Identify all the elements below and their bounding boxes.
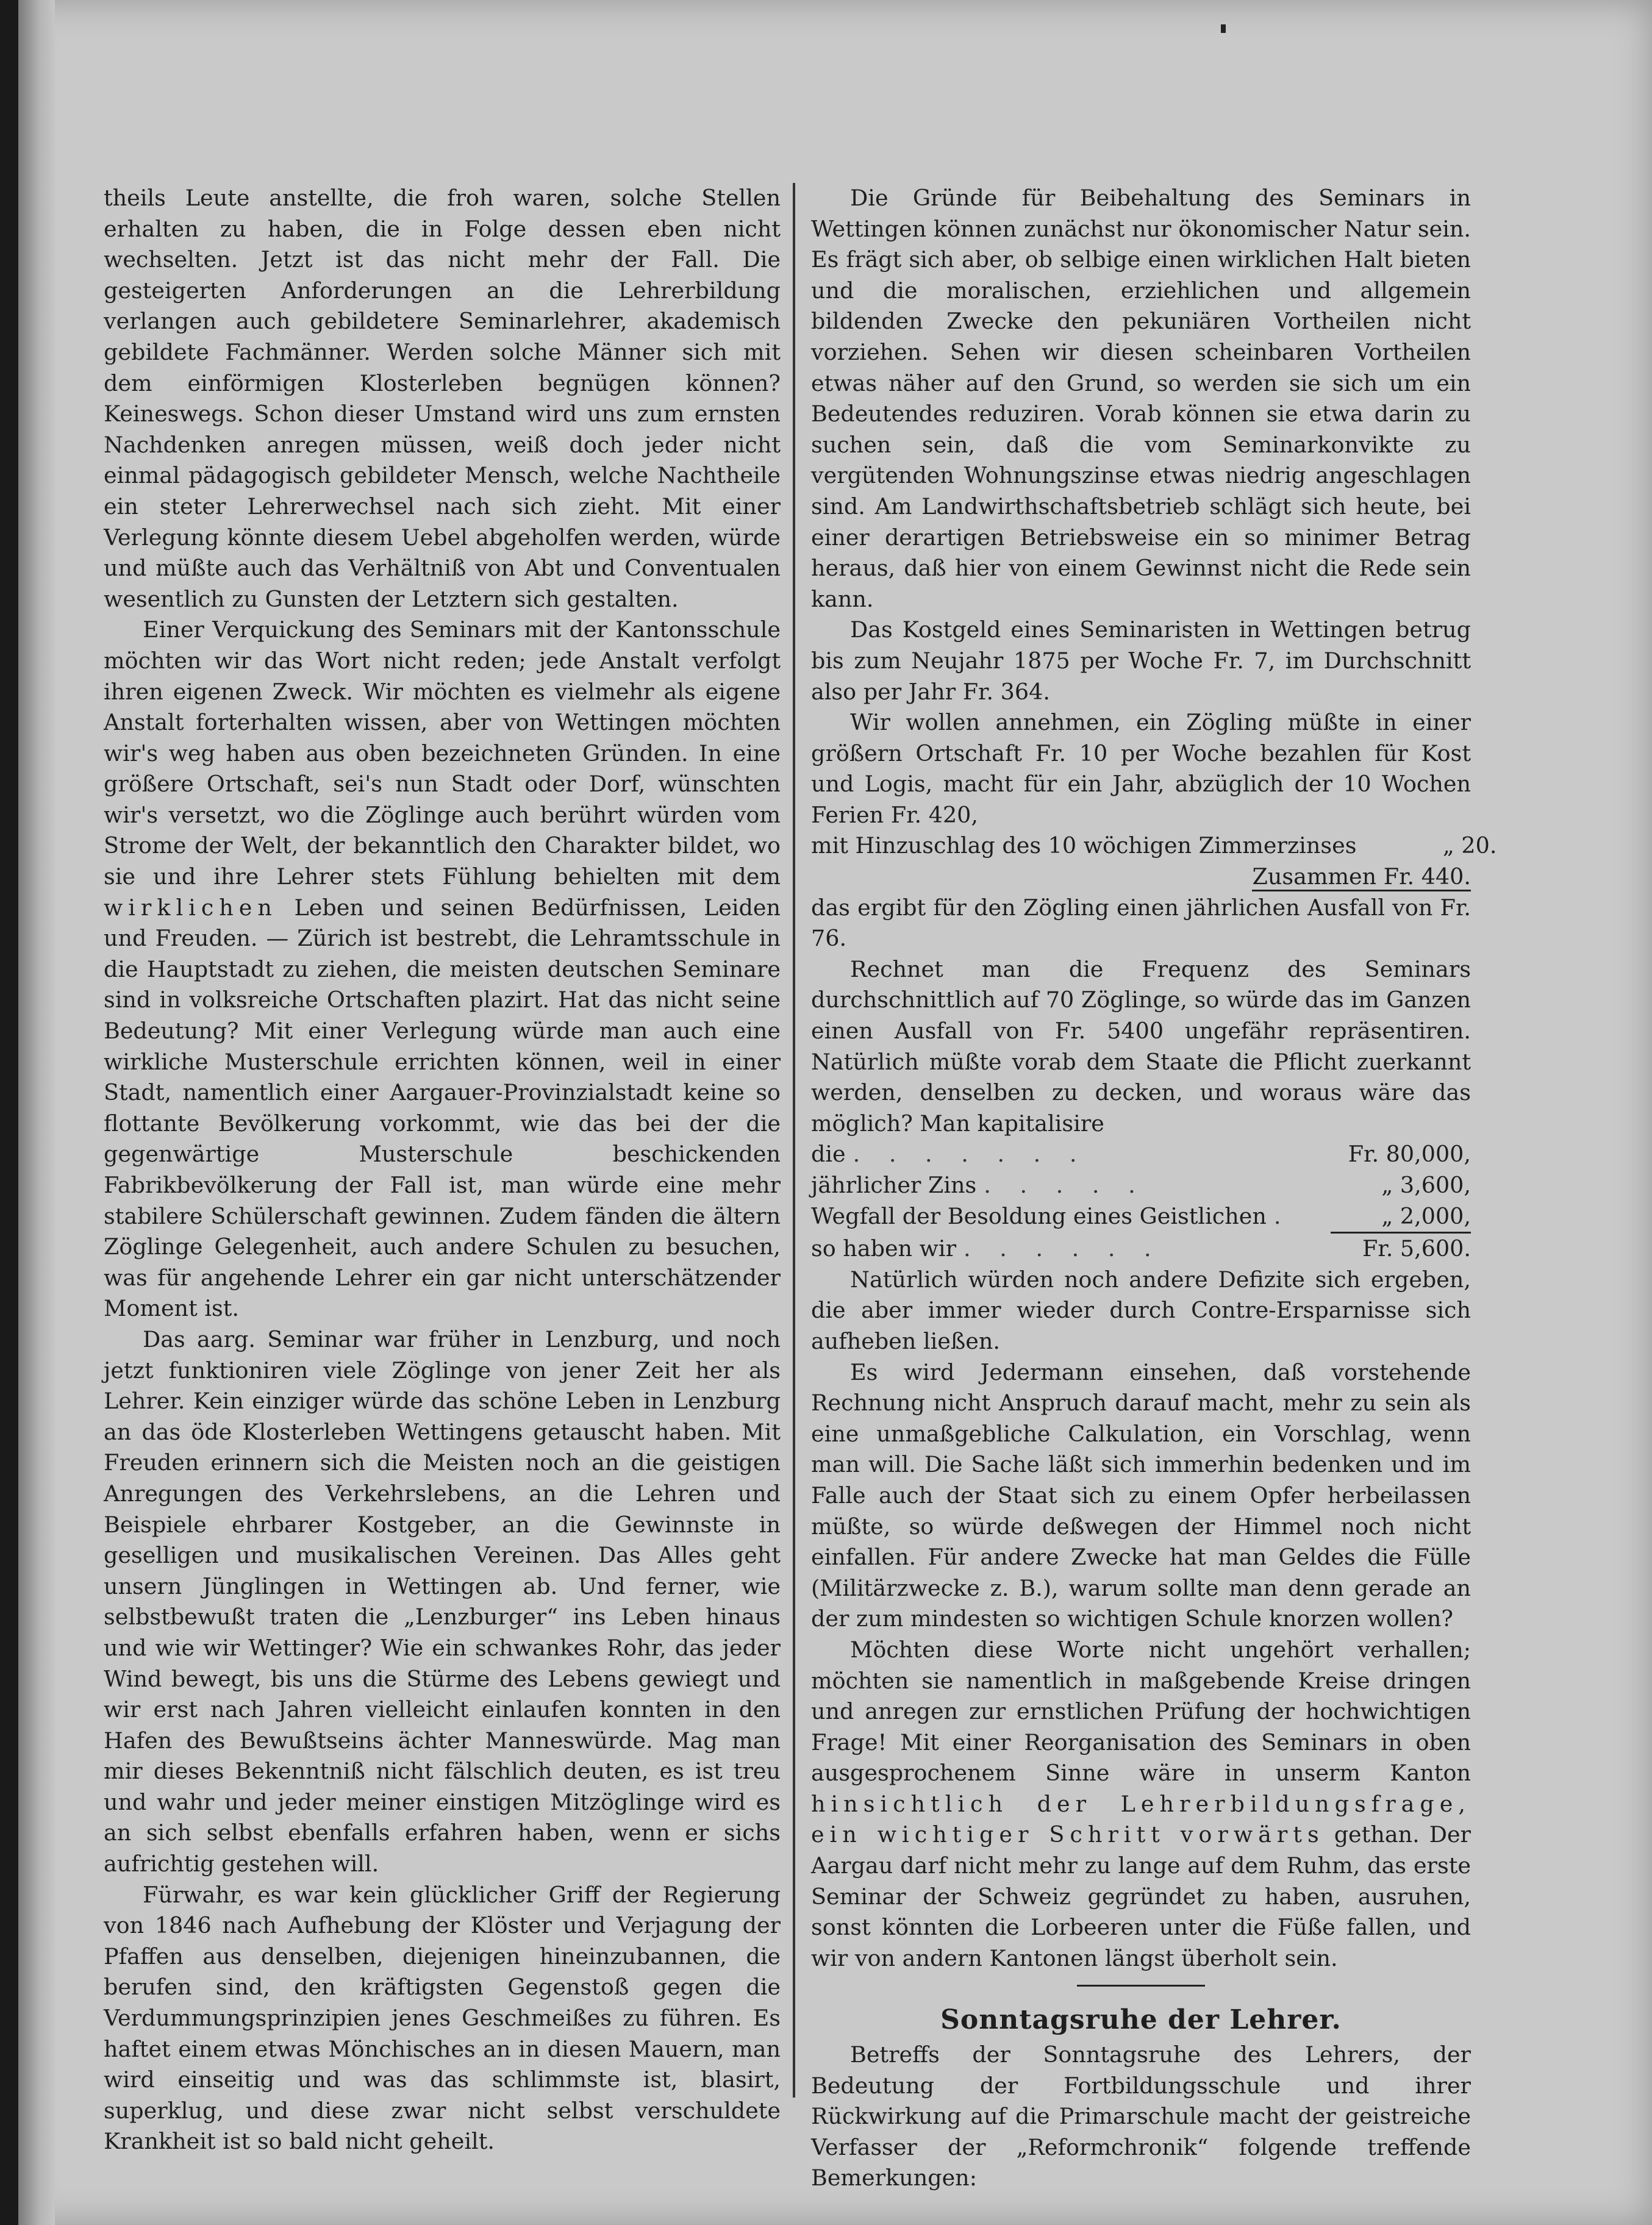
right-paragraph-7 <box>811 1635 1471 1974</box>
right-paragraph-3: Wir wollen annehmen, ein Zögling müßte in einer größern Ortschaft Fr. 10 per Woche bezahlen für Kost und Logis, macht für ein Jahr, abzüglich der 10 Wochen Ferien Fr. 420, <box>811 709 1471 828</box>
right-paragraph-7-spaced: hinsichtlich der Lehrerbildungsfrage, ein wichtiger Schritt vorwärts <box>811 1790 1471 1848</box>
right-paragraph-5: Natürlich würden noch andere Defizite sich ergeben, die aber immer wieder durch Contre-Ersparnisse sich aufheben ließen. <box>811 1266 1471 1354</box>
calc-row <box>811 1234 1471 1265</box>
calculation-table <box>811 1139 1471 1264</box>
calc-dots: . <box>1273 1202 1292 1229</box>
deficit-sentence: das ergibt für den Zögling einen jährlichen Ausfall von Fr. 76. <box>811 894 1471 952</box>
calc-row <box>811 1201 1471 1234</box>
left-paragraph-3: Das aarg. Seminar war früher in Lenzburg, und noch jetzt funktioniren viele Zöglinge von jener Zeit her als Lehrer. Kein einziger würde das schöne Leben in Lenzburg an das öde Klosterleben Wettingens getauscht haben. Mit Freuden erinnern sich die Meisten noch an die geistigen Anregungen des Verkehrslebens, an die Lehren und Beispiele ehrbarer Kostgeber, an die Gewinnste in geselligen und musikalischen Vereinen. Das Alles geht unsern Jünglingen in Wettingen ab. Und ferner, wie selbstbewußt traten die „Lenzburger“ ins Leben hinaus und wie wir Wettinger? Wie ein schwankes Rohr, das jeder Wind bewegt, bis uns die Stürme des Lebens gewiegt und wir erst nach Jahren vielleicht einlaufen konnten in den Hafen des Bewußtseins ächter Manneswürde. Mag man mir dieses Bekenntniß nicht fälschlich deuten, es ist treu und wahr und jeder meiner einstigen Mitzöglinge wird es an sich selbst ebenfalls erfahren haben, wenn er sichs aufrichtig gestehen will. <box>104 1326 781 1877</box>
left-paragraph-2-part-a: Einer Verquickung des Seminars mit der Kantonsschule möchten wir das Wort nicht reden; jede Anstalt verfolgt ihren eigenen Zweck. Wir möchten es vielmehr als eigene Anstalt forterhalten wissen, aber von Wettingen möchten wir's weg haben aus oben bezeichneten Gründen. In eine größere Ortschaft, sei's nun Stadt oder Dorf, wünschten wir's versetzt, wo die Zöglinge auch berührt würden vom Strome der Welt, der bekanntlich den Charakter bildet, wo sie und ihre Lehrer stets Fühlung behielten mit dem <box>104 616 781 890</box>
right-paragraph-8: Betreffs der Sonntagsruhe des Lehrers, der Bedeutung der Fortbildungsschule und ihrer Rückwirkung auf die Primarschule macht der geistreiche Verfasser der „Reformchronik“ folgende treffende Bemerkungen: <box>811 2041 1471 2191</box>
left-paragraph-1: theils Leute anstellte, die froh waren, solche Stellen erhalten zu haben, die in Folge dessen eben nicht wechselten. Jetzt ist das nicht mehr der Fall. Die gesteigerten Anforderungen an die Lehrerbildung verlangen auch gebildetere Seminarlehrer, akademisch gebildete Fachmänner. Werden solche Männer sich mit dem einförmigen Klosterleben begnügen können? Keineswegs. Schon dieser Umstand wird uns zum ernsten Nachdenken anregen müssen, weiß doch jeder nicht einmal pädagogisch gebildeter Mensch, welche Nachtheile ein steter Lehrerwechsel nach sich zieht. Mit einer Verlegung könnte diesem Uebel abgeholfen werden, würde und müßte auch das Verhältniß von Abt und Conventualen wesentlich zu Gunsten der Letztern sich gestalten. <box>104 185 781 612</box>
binding-gutter <box>18 0 55 2225</box>
right-column <box>811 183 1497 2194</box>
calc-dots: . . . . . . . <box>853 1141 1088 1168</box>
right-paragraph-6: Es wird Jedermann einsehen, daß vorstehende Rechnung nicht Anspruch darauf macht, mehr zu sein als eine unmaßgebliche Calkulation, ein Vorschlag, wenn man will. Die Sache läßt sich immerhin bedenken und im Falle auch der Staat sich zu einem Opfer herbeilassen müßte, so würde deßwegen der Himmel noch nicht einfallen. Für andere Zwecke hat man Geldes die Fülle (Militärzwecke z. B.), warum sollte man denn gerade an der zum mindesten so wichtigen Schule knorzen wollen? <box>811 1359 1471 1632</box>
surcharge-label: mit Hinzuschlag des 10 wöchigen Zimmerzinses <box>811 832 1357 859</box>
calc-label: so haben wir <box>811 1235 957 1262</box>
calc-amount: „ 2,000, <box>1331 1201 1471 1234</box>
ink-mark <box>1221 24 1226 33</box>
calc-amount: „ 3,600, <box>1381 1172 1471 1198</box>
left-paragraph-4: Fürwahr, es war kein glücklicher Griff der Regierung von 1846 nach Aufhebung der Klöster und Verjagung der Pfaffen aus denselben, diejenigen hineinzubannen, die berufen sind, den kräftigsten Gegenstoß gegen die Verdummungsprinzipien jenes Geschmeißes zu führen. Es haftet einem etwas Mönchisches an in diesen Mauern, man wird einseitig und was das schlimmste ist, blasirt, superklug, und diese zwar nicht selbst verschuldete Krankheit ist so bald nicht geheilt. <box>104 1881 781 2155</box>
column-rule <box>793 183 795 2098</box>
right-paragraph-4: Rechnet man die Frequenz des Seminars durchschnittlich auf 70 Zöglinge, so würde das im Ganzen einen Ausfall von Fr. 5400 ungefähr repräsentiren. Natürlich müßte vorab dem Staate die Pflicht zuerkannt werden, denselben zu decken, und woraus wäre das möglich? Man kapitalisire <box>811 955 1471 1137</box>
section-heading: Sonntagsruhe der Lehrer. <box>940 2004 1342 2036</box>
right-paragraph-2: Das Kostgeld eines Seminaristen in Wettingen betrug bis zum Neujahr 1875 per Woche Fr. 7, im Durchschnitt also per Jahr Fr. 364. <box>811 616 1471 705</box>
left-column <box>104 183 781 2157</box>
surcharge-line <box>811 830 1497 862</box>
section-divider <box>1077 1985 1205 1987</box>
left-paragraph-2 <box>104 615 781 1324</box>
left-paragraph-2-part-b: Leben und seinen Bedürfnissen, Leiden und Freuden. — Zürich ist bestrebt, die Lehramtsschule in die Hauptstadt zu ziehen, die meisten deutschen Seminare sind in volksreiche Ortschaften plazirt. Hat das nicht seine Bedeutung? Mit einer Verlegung würde man auch eine wirkliche Musterschule errichten können, weil in einer Stadt, namentlich einer Aargauer-Provinzialstadt keine so flottante Bevölkerung vorkommt, wie das bei der die gegenwärtige Musterschule beschickenden Fabrikbevölkerung der Fall ist, man würde eine mehr stabilere Schülerschaft gewinnen. Zudem fänden die ältern Zöglinge Gelegenheit, auch andere Schulen zu besuchen, was für angehende Lehrer ein gar nicht unterschätzender Moment ist. <box>104 894 781 1322</box>
calc-row <box>811 1170 1471 1201</box>
surcharge-amount: „ 20. <box>1442 832 1497 859</box>
right-paragraph-1: Die Gründe für Beibehaltung des Seminars in Wettingen können zunächst nur ökonomischer Natur sein. Es frägt sich aber, ob selbige einen wirklichen Halt bieten und die moralischen, erziehlichen und allgemein bildenden Zwecke den pekuniären Vortheilen nicht vorziehen. Sehen wir diesen scheinbaren Vortheilen etwas näher auf den Grund, so werden sie sich um ein Bedeutendes reduziren. Vorab können sie etwa darin zu suchen sein, daß die vom Seminarkonvikte zu vergütenden Wohnungszinse etwas niedrig angeschlagen sind. Am Landwirthschaftsbetrieb schlägt sich heute, bei einer derartigen Betriebsweise ein so minimer Betrag heraus, daß hier von einem Gewinnst nicht die Rede sein kann. <box>811 185 1471 612</box>
total-text: Zusammen Fr. 440. <box>1252 863 1471 891</box>
calc-amount: Fr. 80,000, <box>1348 1141 1471 1168</box>
right-paragraph-7-part-b: gethan. Der Aargau darf nicht mehr zu lange auf dem Ruhm, das erste Seminar der Schweiz gegründet zu haben, ausruhen, sonst könnten die Lorbeeren unter die Füße fallen, und wir von andern Kantonen längst überholt sein. <box>811 1821 1471 1971</box>
left-paragraph-2-spaced-word: wirklichen <box>104 894 277 921</box>
scanned-page <box>18 0 1652 2225</box>
calc-dots: . . . . . <box>984 1172 1146 1198</box>
calc-row <box>811 1139 1471 1170</box>
calc-amount: Fr. 5,600. <box>1362 1235 1471 1262</box>
calc-dots: . . . . . . <box>964 1235 1162 1262</box>
total-row <box>811 862 1471 893</box>
calc-label: Wegfall der Besoldung eines Geistlichen <box>811 1202 1267 1229</box>
calc-label: die <box>811 1141 846 1168</box>
calc-label: jährlicher Zins <box>811 1172 977 1198</box>
right-paragraph-7-part-a: Möchten diese Worte nicht ungehört verhallen; möchten sie namentlich in maßgebende Kreise dringen und anregen zur ernstlichen Prüfung der hochwichtigen Frage! Mit einer Reorganisation des Seminars in oben ausgesprochenem Sinne wäre in unserm Kanton <box>811 1636 1471 1787</box>
